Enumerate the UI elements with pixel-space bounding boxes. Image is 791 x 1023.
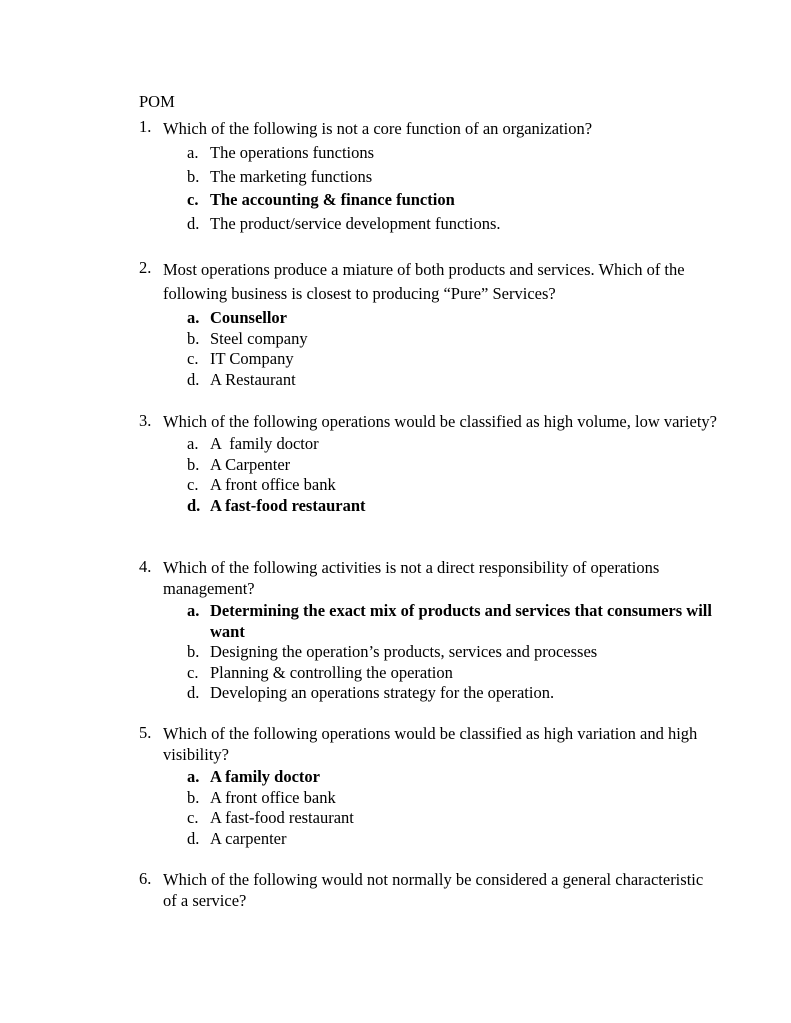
question-number: 1. — [139, 117, 152, 136]
option-text: Steel company — [210, 328, 308, 348]
option-text: A front office bank — [210, 787, 336, 807]
option-letter: b. — [187, 454, 200, 474]
option-letter: c. — [187, 662, 199, 682]
question-number: 2. — [139, 258, 152, 277]
question-number: 3. — [139, 411, 152, 430]
question-text: Which of the following operations would be classified as high variation and high visibility? — [163, 724, 698, 764]
question-text: Most operations produce a miature of both products and services. Which of the following business is closest to producing “Pure” Services? — [163, 260, 685, 303]
question-3 — [139, 411, 719, 516]
option-text: Designing the operation’s products, services and processes — [210, 642, 598, 661]
option-letter: b. — [187, 328, 200, 348]
options-list — [187, 601, 719, 704]
option-letter: a. — [187, 601, 200, 620]
option-text: A family doctor — [210, 767, 320, 786]
options-list — [187, 434, 719, 516]
option-text: A family doctor — [210, 434, 319, 453]
question-number: 5. — [139, 723, 152, 742]
option-text: Planning & controlling the operation — [210, 662, 453, 682]
document-title: POM — [139, 92, 175, 111]
option-a — [187, 141, 719, 165]
option-d-correct-answer — [187, 496, 719, 517]
option-letter: d. — [187, 683, 200, 702]
options-list — [187, 308, 719, 390]
option-letter: d. — [187, 828, 200, 848]
question-text: Which of the following operations would be classified as high volume, low variety? — [163, 412, 717, 431]
option-letter: a. — [187, 143, 199, 162]
option-d — [187, 370, 719, 391]
option-text: A fast-food restaurant — [210, 808, 354, 827]
option-text: A Carpenter — [210, 454, 291, 474]
option-text: Counsellor — [210, 308, 288, 327]
question-text: Which of the following would not normally be considered a general characteristic of a service? — [163, 870, 704, 910]
option-c — [187, 808, 719, 829]
option-letter: c. — [187, 475, 199, 494]
question-number: 6. — [139, 869, 152, 888]
option-text: Determining the exact mix of products and services that consumers will want — [210, 601, 712, 641]
option-text: The operations functions — [210, 143, 375, 162]
option-letter: d. — [187, 495, 201, 515]
question-text: Which of the following activities is not a direct responsibility of operations management? — [163, 558, 660, 598]
option-text: A fast-food restaurant — [210, 495, 366, 515]
option-b — [187, 455, 719, 476]
options-list — [187, 767, 719, 849]
option-b — [187, 329, 719, 350]
option-c — [187, 663, 719, 684]
option-b — [187, 165, 719, 189]
question-4 — [139, 557, 719, 704]
option-a-correct-answer — [187, 601, 719, 642]
option-d — [187, 683, 719, 704]
question-6 — [139, 869, 719, 911]
option-letter: b. — [187, 787, 200, 807]
option-text: A carpenter — [210, 828, 287, 848]
question-1 — [139, 117, 719, 235]
option-d — [187, 829, 719, 850]
options-list — [187, 141, 719, 235]
option-letter: c. — [187, 190, 199, 209]
option-a-correct-answer — [187, 308, 719, 329]
option-b — [187, 642, 719, 663]
option-a-correct-answer — [187, 767, 719, 788]
option-letter: c. — [187, 349, 199, 368]
option-text: The marketing functions — [210, 166, 373, 186]
option-a — [187, 434, 719, 455]
option-c-correct-answer — [187, 188, 719, 212]
question-text: Which of the following is not a core function of an organization? — [163, 119, 593, 138]
question-number: 4. — [139, 557, 152, 576]
option-text: Developing an operations strategy for the operation. — [210, 683, 555, 702]
option-b — [187, 788, 719, 809]
option-text: The accounting & finance function — [210, 190, 455, 209]
option-letter: a. — [187, 434, 199, 453]
question-5 — [139, 723, 719, 849]
option-c — [187, 475, 719, 496]
option-c — [187, 349, 719, 370]
option-text: A front office bank — [210, 475, 336, 494]
option-letter: b. — [187, 166, 200, 186]
option-d — [187, 212, 719, 236]
question-2 — [139, 258, 719, 390]
option-letter: d. — [187, 369, 200, 389]
option-text: A Restaurant — [210, 369, 296, 389]
option-text: The product/service development functions. — [210, 213, 501, 233]
option-letter: a. — [187, 767, 200, 786]
option-letter: b. — [187, 642, 200, 661]
option-letter: a. — [187, 308, 200, 327]
option-text: IT Company — [210, 349, 294, 368]
option-letter: d. — [187, 213, 200, 233]
option-letter: c. — [187, 808, 199, 827]
